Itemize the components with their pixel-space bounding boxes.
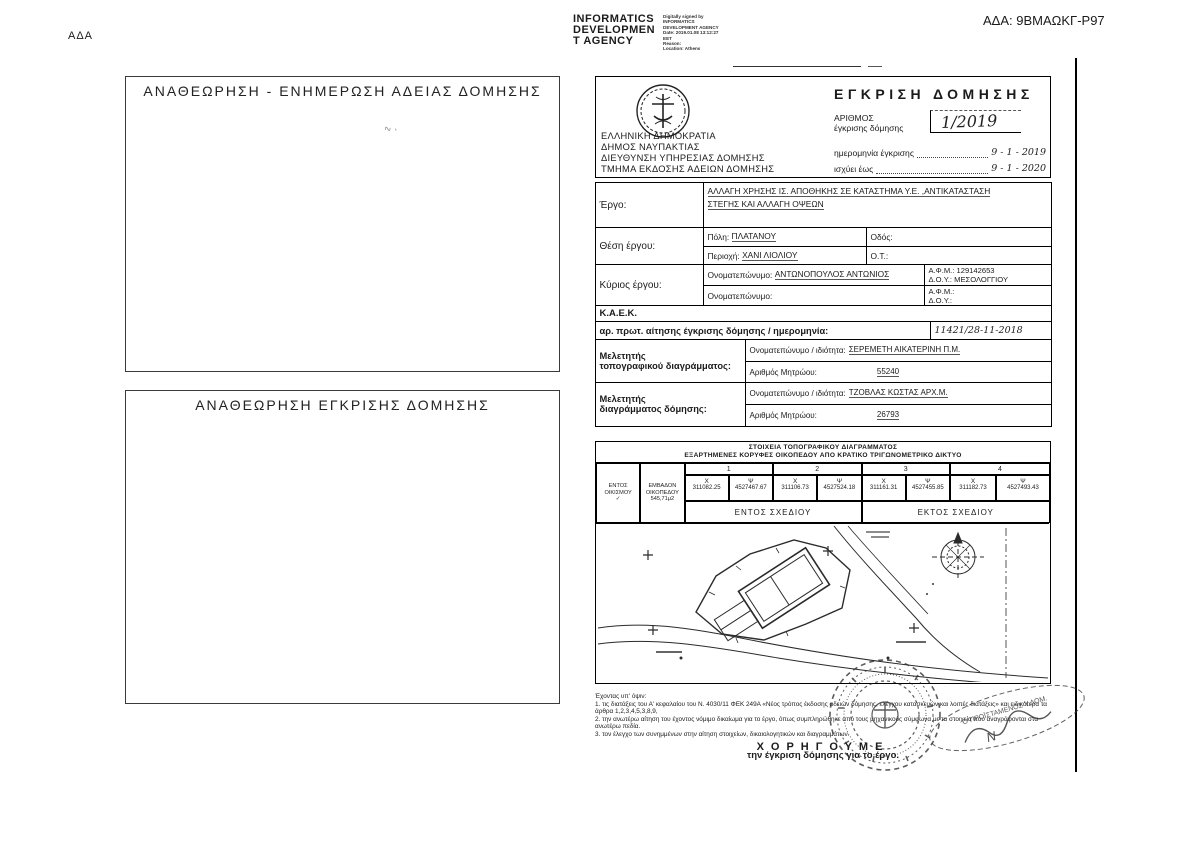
coordinate-cell: X 311082.25 <box>685 475 729 501</box>
project-description: ΑΛΛΑΓΗ ΧΡΗΣΗΣ ΙΣ. ΑΠΟΘΗΚΗΣ ΣΕ ΚΑΤΑΣΤΗΜΑ Υ.Ε. ,ΑΝΤΙΚΑΤΑΣΤΑΣΗ ΣΤΕΓΗΣ ΚΑΙ ΑΛΛΑΓΗ ΟΨΕΩΝ <box>703 182 1052 229</box>
plot-boundary <box>696 540 850 640</box>
scan-artifact-dash <box>868 66 882 67</box>
street-field: Οδός: <box>866 227 1052 247</box>
grant-heading: ΧΟΡΗΓΟΥΜΕ <box>756 740 890 753</box>
scan-artifact-line <box>733 66 861 67</box>
dotted-leader <box>917 148 988 158</box>
plot-area-box: ΕΜΒΑΔΟΝ ΟΙΚΟΠΕΔΟΥ 545,71μ2 <box>640 463 684 523</box>
area-field: Περιοχή: ΧΑΝΙ ΛΙΟΛΙΟΥ <box>703 246 867 266</box>
approval-number-value: 1/2019 <box>930 110 1021 133</box>
point-number: 3 <box>862 463 951 475</box>
right-margin-rule <box>1075 58 1077 772</box>
owner-row <box>595 264 1051 306</box>
road-line <box>848 526 928 614</box>
point-number: 1 <box>685 463 774 475</box>
surveyor-label: Μελετητής τοπογραφικού διαγράμματος: <box>595 339 746 384</box>
approval-date-value: 9 - 1 - 2019 <box>991 147 1046 158</box>
point-number: 2 <box>773 463 862 475</box>
location-label: Θέση έργου: <box>595 227 704 266</box>
project-label: Έργο: <box>595 182 704 229</box>
block-field: Ο.Τ.: <box>866 246 1052 266</box>
digital-signature-stamp <box>573 14 719 52</box>
kaek-label: Κ.Α.Ε.Κ. <box>595 305 1052 323</box>
owner2-name-field: Ονοματεπώνυμο: <box>703 285 925 307</box>
surveyor-row <box>595 339 1051 383</box>
protocol-value: 11421/28-11-2018 <box>930 321 1052 341</box>
note-item: 1. τις διατάξεις του Α' κεφαλαίου του Ν. 4030/11 ΦΕΚ 249Α «Νέος τρόπος έκδοσης αδειών δόμησης, ελέγχου κατασκευών και λοιπές διατάξεις» και ειδικότερα τα άρθρα 1,2,3,4,5,3,8,9, <box>595 700 1047 716</box>
note-item: 2. την ανωτέρω αίτηση του έχοντος νόμιμο δικαίωμα για το έργο, όπως συμπληρώθηκε από τους μηχανικούς σύμφωνα με τα στοιχεία που αναγράφονται στα ανωτέρω πεδία. <box>595 715 1039 731</box>
revision-box-approval <box>125 390 560 704</box>
ada-code: ΑΔΑ: 9ΒΜΑΩΚΓ-Ρ97 <box>983 13 1105 28</box>
digital-signature-details: Digitally signed by INFORMATICS DEVELOPMENT AGENCY Date: 2019.01.08 13:12:27 EET Reason: Location: Athens <box>663 14 719 52</box>
owner-name-field: Ονοματεπώνυμο: ΑΝΤΩΝΟΠΟΥΛΟΣ ΑΝΤΩΝΙΟΣ <box>703 264 925 286</box>
designer-row <box>595 382 1051 426</box>
coordinate-cell: Ψ 4527455.85 <box>906 475 950 501</box>
designer-label: Μελετητής διαγράμματος δόμησης: <box>595 382 746 427</box>
location-row <box>595 227 1051 265</box>
document-title: ΕΓΚΡΙΣΗ ΔΟΜΗΣΗΣ <box>834 86 1034 102</box>
valid-until-row: ισχύει έως 9 - 1 - 2020 <box>834 163 1046 174</box>
ada-label-top-left: ΑΔΑ <box>68 30 94 42</box>
coordinate-cell: Ψ 4527493.43 <box>996 475 1050 501</box>
kaek-row <box>595 305 1051 322</box>
owner2-tax-field: Α.Φ.Μ.: Δ.Ο.Υ.: <box>924 285 1052 307</box>
issuing-authority: ΕΛΛΗΝΙΚΗ ΔΗΜΟΚΡΑΤΙΑ ΔΗΜΟΣ ΝΑΥΠΑΚΤΙΑΣ ΔΙΕΥΘΥΝΣΗ ΥΠΗΡΕΣΙΑΣ ΔΟΜΗΣΗΣ ΤΜΗΜΑ ΕΚΔΟΣΗΣ ΑΔΕΙΩΝ ΔΟΜΗΣΗΣ <box>601 131 775 174</box>
protocol-label: αρ. πρωτ. αίτησης έγκρισης δόμησης / ημερομηνία: <box>595 321 931 341</box>
coordinate-cell: X 311161.31 <box>862 475 906 501</box>
signature-initial: Ν <box>984 728 998 746</box>
road-line <box>834 526 980 672</box>
point-number: 4 <box>950 463 1050 475</box>
within-settlement-box: ΕΝΤΟΣ ΟΙΚΙΣΜΟΥ ✓ <box>596 463 640 523</box>
coordinate-cell: X 311106.73 <box>773 475 817 501</box>
revision-box-2-title: ΑΝΑΘΕΩΡΗΣΗ ΕΓΚΡΙΣΗΣ ΔΟΜΗΣΗΣ <box>195 397 490 413</box>
coordinate-cell: Ψ 4527524.18 <box>817 475 861 501</box>
approval-number-label: ΑΡΙΘΜΟΣ έγκρισης δόμησης <box>834 113 904 133</box>
project-row <box>595 182 1051 228</box>
designer-registry-field: Αριθμός Μητρώου: 26793 <box>745 404 1052 427</box>
protocol-row <box>595 321 1051 340</box>
surveyor-registry-field: Αριθμός Μητρώου: 55240 <box>745 361 1052 384</box>
notes-intro: Έχοντας υπ' όψιν: <box>595 693 647 700</box>
dotted-leader <box>876 164 988 174</box>
signature-stamp <box>920 668 1095 768</box>
note-item: 3. τον έλεγχο των συνημμένων στην αίτηση στοιχείων, δικαιολογητικών και διαγραμμάτων. <box>595 730 850 738</box>
owner-label: Κύριος έργου: <box>595 264 704 307</box>
surveyor-name-field: Ονοματεπώνυμο / ιδιότητα: ΣΕΡΕΜΕΤΗ ΑΙΚΑΤΕΡΙΝΗ Π.Μ. <box>745 339 1052 362</box>
within-plan-label: ΕΝΤΟΣ ΣΧΕΔΙΟΥ <box>685 501 862 523</box>
valid-until-value: 9 - 1 - 2020 <box>991 163 1046 174</box>
revision-box-building-permit <box>125 76 560 372</box>
site-plan-drawing <box>596 523 1049 682</box>
coordinates-table <box>596 462 1050 523</box>
coordinate-cell: X 311182.73 <box>950 475 996 501</box>
revision-box-1-title: ΑΝΑΘΕΩΡΗΣΗ - ΕΝΗΜΕΡΩΣΗ ΑΔΕΙΑΣ ΔΟΜΗΣΗΣ <box>143 83 542 99</box>
survey-section <box>595 441 1051 684</box>
main-building-outline <box>738 548 829 628</box>
designer-name-field: Ονοματεπώνυμο / ιδιότητα: ΤΖΟΒΛΑΣ ΚΩΣΤΑΣ ΑΡΧ.Μ. <box>745 382 1052 405</box>
city-field: Πόλη: ΠΛΑΤΑΝΟΥ <box>703 227 867 247</box>
outside-plan-label: ΕΚΤΟΣ ΣΧΕΔΙΟΥ <box>862 501 1051 523</box>
signature-stamp-title: Ο ΠΡΟΪΣΤΑΜΕΝΟΣ Υ.ΔΟΜ. <box>961 695 1049 727</box>
coordinate-cell: Ψ 4527467.67 <box>729 475 773 501</box>
north-arrow-compass-icon <box>932 533 984 581</box>
survey-title: ΣΤΟΙΧΕΙΑ ΤΟΠΟΓΡΑΦΙΚΟΥ ΔΙΑΓΡΑΜΜΑΤΟΣ ΕΞΑΡΤΗΜΕΝΕΣ ΚΟΡΥΦΕΣ ΟΙΚΟΠΕΔΟΥ ΑΠΟ ΚΡΑΤΙΚΟ ΤΡΙΓΩΝΟΜΕΤΡΙΚΟ ΔΙΚΤΥΟ <box>684 444 962 459</box>
grant-subheading: την έγκριση δόμησης για το έργο. <box>746 750 900 762</box>
approval-number-row <box>834 110 1044 133</box>
digital-signature-agency-name: INFORMATICS DEVELOPMEN T AGENCY <box>573 13 656 47</box>
building-approval-form <box>595 76 1051 760</box>
form-header <box>595 76 1051 178</box>
owner-tax-field: Α.Φ.Μ.: 129142653 Δ.Ο.Υ.: ΜΕΣΟΛΟΓΓΙΟΥ <box>924 264 1052 286</box>
approval-date-row: ημερομηνία έγκρισης 9 - 1 - 2019 <box>834 147 1046 158</box>
faint-pencil-marks: ∿ , <box>382 121 398 135</box>
